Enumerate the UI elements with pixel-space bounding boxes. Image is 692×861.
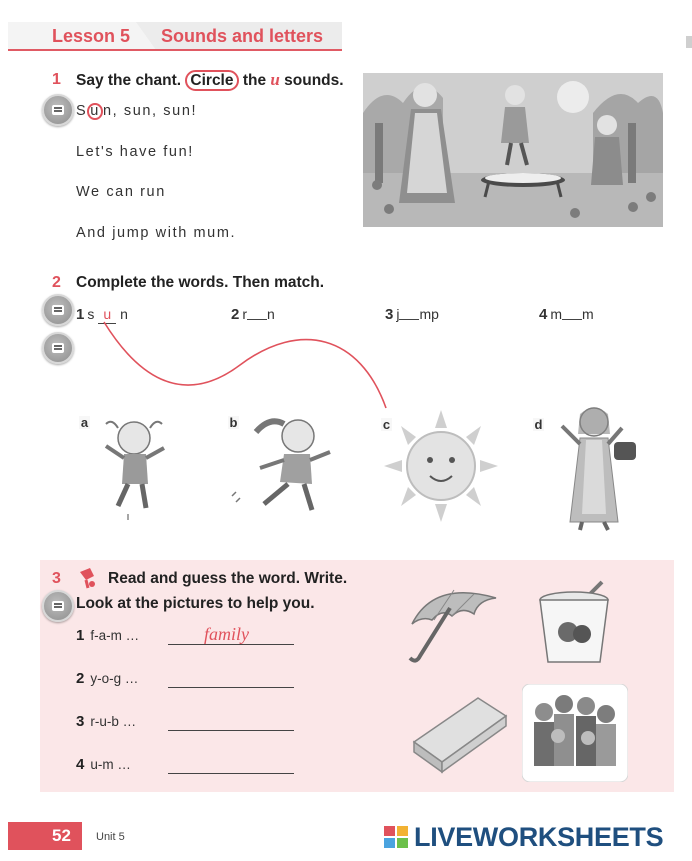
word-prefix: j — [396, 306, 400, 322]
exercise-3-instruction-2: Look at the pictures to help you. — [76, 595, 315, 612]
running-girl-picture[interactable] — [226, 410, 338, 518]
chant-text: n, sun, sun! — [102, 103, 198, 119]
picture-label-d: d — [534, 417, 543, 432]
word-1-blank[interactable]: u — [98, 305, 116, 324]
word-prefix: r — [242, 306, 248, 322]
eraser-picture — [408, 692, 508, 774]
answer-line-1[interactable] — [168, 644, 294, 645]
row-clue: r-u-b … — [90, 714, 137, 729]
word-suffix: mp — [419, 306, 439, 322]
jumping-child-picture[interactable] — [98, 414, 172, 522]
row-number: 3 — [76, 713, 85, 730]
word-suffix: n — [267, 306, 275, 322]
picture-label-b: b — [229, 415, 238, 430]
circled-u[interactable]: u — [87, 103, 103, 120]
exercise-1-number: 1 — [52, 71, 61, 88]
word-number: 3 — [385, 306, 394, 323]
chant-line-3: We can run — [76, 184, 166, 200]
exercise-2-number: 2 — [52, 274, 61, 291]
answer-line-3[interactable] — [168, 730, 294, 731]
instruction-part: sounds. — [284, 72, 344, 89]
yogurt-picture — [536, 580, 614, 668]
word-number: 2 — [231, 306, 240, 323]
word-suffix: m — [582, 306, 594, 322]
guess-row-1 — [76, 627, 139, 645]
guess-row-3 — [76, 713, 136, 731]
lesson-label: Lesson 5 — [52, 26, 131, 46]
word-suffix: n — [120, 306, 128, 322]
row-number: 4 — [76, 756, 85, 773]
chant-line-4: And jump with mum. — [76, 225, 237, 241]
word-prefix: s — [87, 306, 95, 322]
chant-line-2: Let's have fun! — [76, 144, 194, 160]
guess-answer-1[interactable]: family — [204, 624, 249, 644]
liveworksheets-logo-icon — [384, 826, 408, 848]
instruction-part: the — [242, 72, 267, 89]
answer-line-2[interactable] — [168, 687, 294, 688]
picture-label-a: a — [80, 415, 89, 430]
exercise-2-instruction: Complete the words. Then match. — [76, 274, 325, 291]
instruction-part: Say the chant. — [76, 72, 182, 89]
exercise-3-number: 3 — [52, 570, 61, 587]
lesson-title: Sounds and letters — [161, 26, 324, 46]
audio-speaker-icon[interactable] — [42, 590, 74, 622]
sun-picture[interactable] — [384, 410, 498, 522]
word-number: 1 — [76, 306, 85, 323]
chant-letter: S — [76, 103, 88, 119]
row-clue: y-o-g … — [90, 671, 139, 686]
answer-line-4[interactable] — [168, 773, 294, 774]
row-number: 2 — [76, 670, 85, 687]
picture-label-c: c — [382, 417, 391, 432]
unit-label: Unit 5 — [96, 831, 125, 843]
liveworksheets-brand: LIVEWORKSHEETS — [414, 822, 664, 852]
circle-word: Circle — [185, 70, 238, 91]
guess-row-2 — [76, 670, 138, 688]
guess-row-4 — [76, 756, 131, 774]
umbrella-picture — [404, 580, 504, 666]
row-clue: u-m … — [90, 757, 131, 772]
mum-picture[interactable] — [556, 404, 640, 532]
row-clue: f-a-m … — [90, 628, 140, 643]
page-number: 52 — [52, 826, 71, 845]
family-picture — [522, 684, 628, 782]
word-prefix: m — [550, 306, 563, 322]
thinking-icon — [76, 566, 98, 590]
word-number: 4 — [539, 306, 548, 323]
row-number: 1 — [76, 627, 85, 644]
exercise-3-instruction-1: Read and guess the word. Write. — [108, 570, 348, 587]
u-letter: u — [270, 70, 280, 89]
